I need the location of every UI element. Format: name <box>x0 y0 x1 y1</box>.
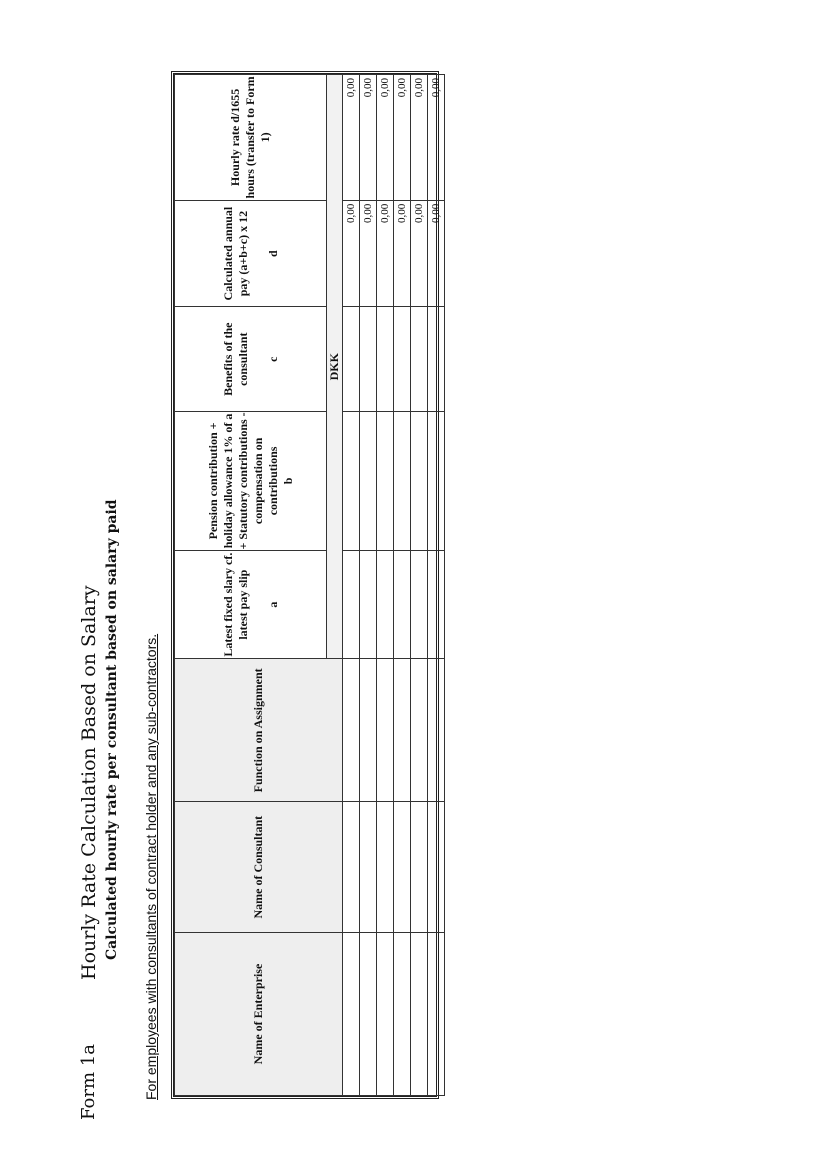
cell-a[interactable] <box>394 550 411 659</box>
form-number: Form 1a <box>78 1044 99 1120</box>
cell-c[interactable] <box>411 307 428 412</box>
header-annual-pay: Calculated annual pay (a+b+c) x 12 d <box>175 200 327 307</box>
cell-b[interactable] <box>394 412 411 551</box>
cell-consultant[interactable] <box>428 802 445 933</box>
cell-function[interactable] <box>377 659 394 802</box>
cell-enterprise[interactable] <box>394 933 411 1096</box>
cell-d[interactable]: 0,00 <box>411 200 428 307</box>
cell-function[interactable] <box>428 659 445 802</box>
form-subtitle: Calculated hourly rate per consultant based on salary paid <box>104 499 120 960</box>
letter-c: c <box>265 356 280 362</box>
cell-rate[interactable]: 0,00 <box>394 75 411 201</box>
cell-a[interactable] <box>428 550 445 659</box>
cell-c[interactable] <box>377 307 394 412</box>
header-salary: Latest fixed slary cf. latest pay slip a <box>175 550 327 659</box>
cell-a[interactable] <box>411 550 428 659</box>
form-title: Hourly Rate Calculation Based on Salary <box>78 585 100 980</box>
table-body <box>343 75 445 1096</box>
table-row <box>411 75 428 1096</box>
cell-c[interactable] <box>343 307 360 412</box>
header-benefits: Benefits of the consultant c <box>175 307 327 412</box>
cell-function[interactable] <box>360 659 377 802</box>
cell-function[interactable] <box>411 659 428 802</box>
table-row <box>343 75 360 1096</box>
cell-function[interactable] <box>394 659 411 802</box>
cell-b[interactable] <box>428 412 445 551</box>
table-row <box>394 75 411 1096</box>
cell-b[interactable] <box>411 412 428 551</box>
cell-enterprise[interactable] <box>428 933 445 1096</box>
hourly-rate-table <box>171 71 442 1099</box>
currency-label: DKK <box>327 75 343 659</box>
cell-d[interactable]: 0,00 <box>428 200 445 307</box>
cell-a[interactable] <box>377 550 394 659</box>
header-hourly-rate: Hourly rate d/1655 hours (transfer to Form 1) <box>175 75 327 201</box>
cell-b[interactable] <box>377 412 394 551</box>
header-pension: Pension contribution + holiday allowance 1% of a + Statutory contributions - compensation on contributions b <box>175 412 327 551</box>
header-consultant: Name of Consultant <box>175 802 343 933</box>
cell-enterprise[interactable] <box>360 933 377 1096</box>
cell-a[interactable] <box>343 550 360 659</box>
cell-b[interactable] <box>343 412 360 551</box>
cell-rate[interactable]: 0,00 <box>411 75 428 201</box>
cell-a[interactable] <box>360 550 377 659</box>
cell-consultant[interactable] <box>343 802 360 933</box>
table-row <box>360 75 377 1096</box>
cell-consultant[interactable] <box>394 802 411 933</box>
cell-enterprise[interactable] <box>377 933 394 1096</box>
cell-rate[interactable]: 0,00 <box>428 75 445 201</box>
cell-d[interactable]: 0,00 <box>377 200 394 307</box>
letter-a: a <box>265 601 280 608</box>
cell-d[interactable]: 0,00 <box>394 200 411 307</box>
letter-d: d <box>265 250 280 257</box>
cell-c[interactable] <box>394 307 411 412</box>
cell-consultant[interactable] <box>411 802 428 933</box>
cell-function[interactable] <box>343 659 360 802</box>
cell-enterprise[interactable] <box>343 933 360 1096</box>
cell-b[interactable] <box>360 412 377 551</box>
cell-rate[interactable]: 0,00 <box>360 75 377 201</box>
cell-rate[interactable]: 0,00 <box>343 75 360 201</box>
letter-b: b <box>280 477 295 485</box>
cell-c[interactable] <box>428 307 445 412</box>
cell-enterprise[interactable] <box>411 933 428 1096</box>
cell-consultant[interactable] <box>377 802 394 933</box>
cell-c[interactable] <box>360 307 377 412</box>
header-row <box>175 75 327 1096</box>
form-note: For employees with consultants of contract holder and any sub-contractors. <box>143 633 159 1100</box>
cell-rate[interactable]: 0,00 <box>377 75 394 201</box>
cell-d[interactable]: 0,00 <box>360 200 377 307</box>
header-enterprise: Name of Enterprise <box>175 933 343 1096</box>
cell-d[interactable]: 0,00 <box>343 200 360 307</box>
table-row <box>377 75 394 1096</box>
header-function: Function on Assignment <box>175 659 343 802</box>
table-row <box>428 75 445 1096</box>
cell-consultant[interactable] <box>360 802 377 933</box>
